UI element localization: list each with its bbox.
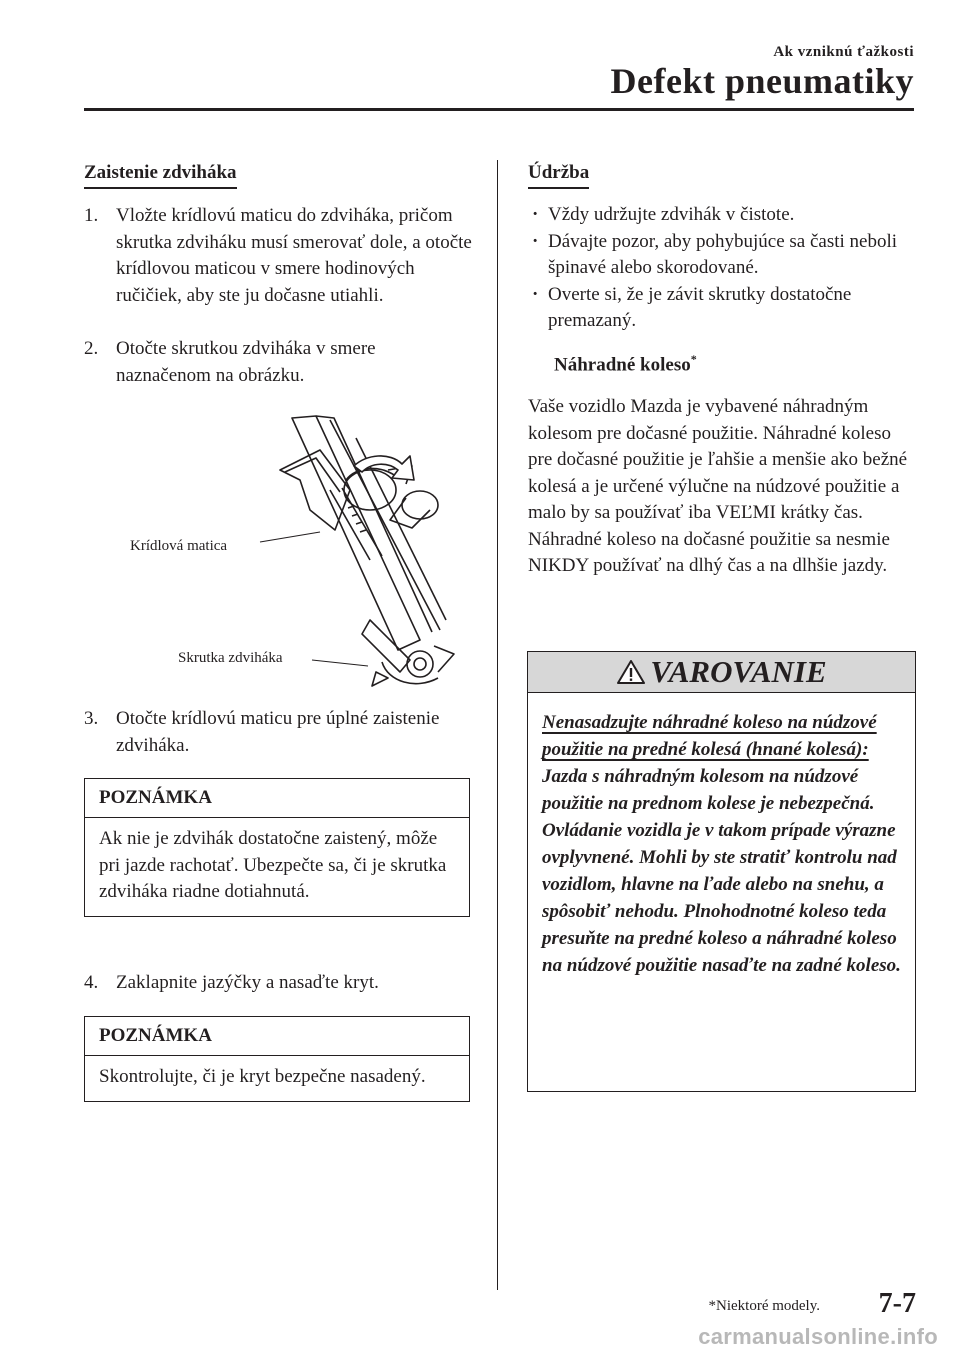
maintenance-list — [528, 202, 918, 335]
warning-header — [528, 652, 915, 693]
step-3 — [84, 706, 474, 759]
step-number: 3. — [84, 708, 99, 729]
warning-text: Jazda s náhradným kolesom na núdzové použitie na prednom kolese je nebezpečná. Ovládanie vozidla je v takom prípade výrazne ovplyvnené. Mohli by ste stratiť kontrolu nad vozidlom, hlavne na ľade alebo na snehu, a spôsobiť nehodu. Plnohodnotné koleso teda presuňte na predné koleso a náhradné koleso na núdzové použitie nasaďte na zadné koleso. — [542, 766, 901, 976]
step-number: 4. — [84, 972, 99, 993]
warning-box — [527, 651, 916, 1092]
jack-drawing — [120, 410, 480, 700]
step-number: 2. — [84, 338, 99, 359]
note-text: Skontrolujte, či je kryt bezpečne nasadený. — [99, 1066, 426, 1087]
section-title-jack: Zaistenie zdviháka — [84, 162, 237, 189]
warning-triangle-icon — [616, 659, 646, 685]
warning-lead: Nenasadzujte náhradné koleso na núdzové použitie na predné kolesá (hnané kolesá): — [542, 712, 877, 760]
watermark: carmanualsonline.info — [698, 1324, 938, 1349]
section-title-maintenance: Údržba — [528, 162, 589, 189]
chapter-title: Ak vzniknú ťažkosti — [773, 44, 914, 60]
list-item: · Vždy udržujte zdvihák v čistote. — [528, 202, 918, 229]
model-asterisk: * — [690, 352, 697, 366]
page-title: Defekt pneumatiky — [610, 61, 914, 101]
step-text: Zaklapnite jazýčky a nasaďte kryt. — [116, 972, 379, 993]
label-jack-screw: Skrutka zdviháka — [178, 650, 283, 666]
header-divider — [84, 108, 914, 111]
jack-illustration — [120, 410, 480, 700]
label-wing-nut: Krídlová matica — [130, 538, 228, 554]
step-2 — [84, 336, 474, 389]
step-1 — [84, 203, 474, 309]
warning-heading: VAROVANIE — [650, 654, 827, 689]
note-text: Ak nie je zdvihák dostatočne zaistený, môže pri jazde rachotať. Ubezpečte sa, či je skrutka zdviháka riadne dotiahnutá. — [99, 828, 447, 902]
list-item: · Overte si, že je závit skrutky dostatočne premazaný. — [528, 282, 918, 335]
note-box-1 — [84, 778, 470, 917]
step-text: Otočte skrutkou zdviháka v smere naznačenom na obrázku. — [116, 338, 376, 386]
step-4 — [84, 970, 474, 997]
note-heading: POZNÁMKA — [85, 779, 469, 818]
footnote: *Niektoré modely. — [708, 1298, 820, 1314]
note-heading: POZNÁMKA — [85, 1017, 469, 1056]
step-number: 1. — [84, 205, 99, 226]
spare-wheel-heading: Náhradné koleso* — [554, 352, 697, 376]
page-number: 7-7 — [878, 1288, 916, 1319]
column-divider — [497, 160, 498, 1290]
step-text: Otočte krídlovú maticu pre úplné zaistenie zdviháka. — [116, 708, 440, 756]
note-box-2 — [84, 1016, 470, 1102]
step-text: Vložte krídlovú maticu do zdviháka, pričom skrutka zdviháku musí smerovať dole, a otočte krídlovou maticou v smere hodinových ručičiek, aby ste ju dočasne utiahli. — [116, 205, 472, 306]
spare-wheel-text: Vaše vozidlo Mazda je vybavené náhradným kolesom pre dočasné použitie. Náhradné koleso pre dočasné použitie je ľahšie a menšie ako bežné kolesá a je určené výlučne na núdzové použitie a malo by sa používať iba VEĽMI krátky čas. Náhradné koleso na dočasné použitie sa nesmie NIKDY používať na dlhý čas a na dlhšie jazdy. — [528, 396, 908, 576]
list-item: · Dávajte pozor, aby pohybujúce sa časti neboli špinavé alebo skorodované. — [528, 229, 918, 282]
warning-body — [528, 693, 915, 979]
